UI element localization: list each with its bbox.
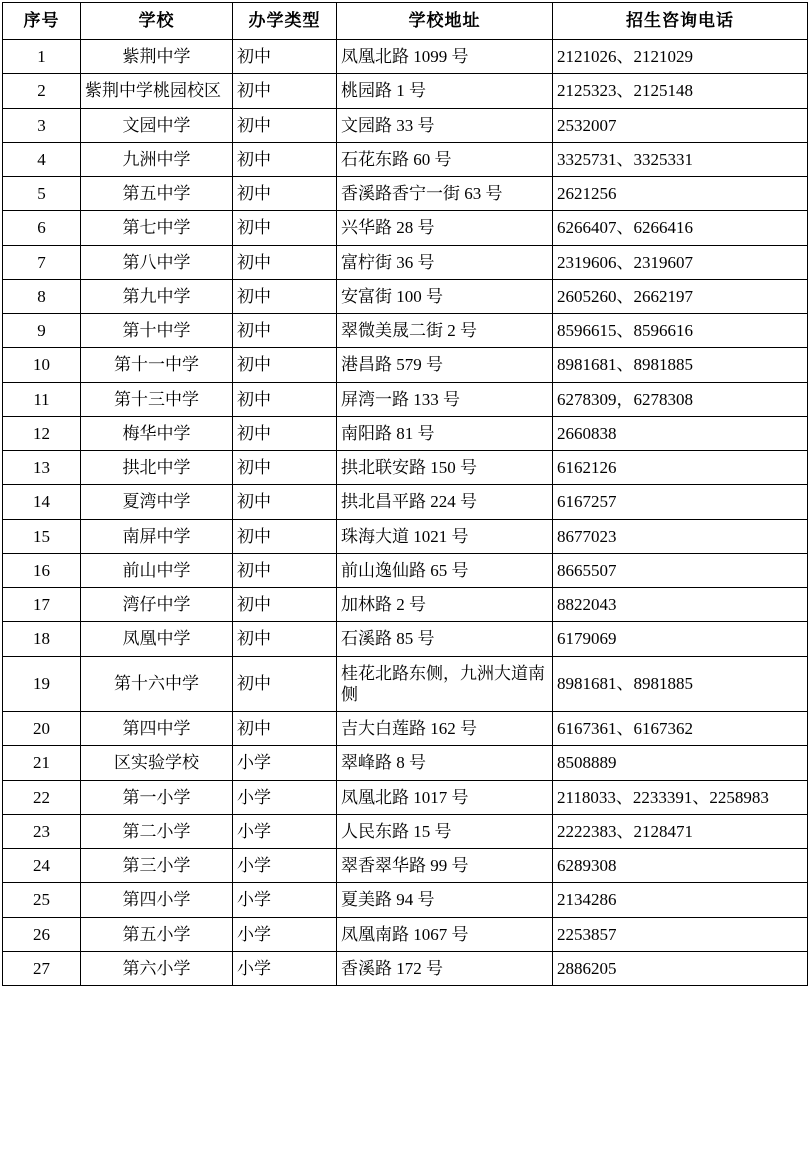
cell-phone: 3325731、3325331 — [553, 142, 808, 176]
cell-address: 翠峰路 8 号 — [337, 746, 553, 780]
table-row — [3, 74, 808, 108]
cell-index: 19 — [3, 656, 81, 712]
table-row — [3, 314, 808, 348]
cell-school: 第一小学 — [81, 780, 233, 814]
cell-school: 第六小学 — [81, 951, 233, 985]
table-row — [3, 245, 808, 279]
cell-address: 石花东路 60 号 — [337, 142, 553, 176]
cell-index: 20 — [3, 712, 81, 746]
cell-index: 2 — [3, 74, 81, 108]
cell-school: 拱北中学 — [81, 451, 233, 485]
cell-address: 吉大白莲路 162 号 — [337, 712, 553, 746]
cell-phone: 6167361、6167362 — [553, 712, 808, 746]
cell-school: 第十中学 — [81, 314, 233, 348]
document-sheet — [0, 2, 809, 986]
cell-phone: 2125323、2125148 — [553, 74, 808, 108]
cell-phone: 2886205 — [553, 951, 808, 985]
cell-school: 前山中学 — [81, 553, 233, 587]
cell-type: 小学 — [233, 951, 337, 985]
cell-type: 小学 — [233, 746, 337, 780]
cell-phone: 2134286 — [553, 883, 808, 917]
cell-phone: 8508889 — [553, 746, 808, 780]
table-row — [3, 656, 808, 712]
cell-school: 紫荆中学桃园校区 — [81, 74, 233, 108]
cell-phone: 8665507 — [553, 553, 808, 587]
cell-type: 初中 — [233, 519, 337, 553]
cell-type: 初中 — [233, 656, 337, 712]
table-row — [3, 211, 808, 245]
cell-index: 12 — [3, 416, 81, 450]
table-row — [3, 142, 808, 176]
cell-type: 初中 — [233, 74, 337, 108]
cell-type: 初中 — [233, 451, 337, 485]
table-header — [3, 3, 808, 40]
table-row — [3, 712, 808, 746]
cell-phone: 2660838 — [553, 416, 808, 450]
cell-type: 初中 — [233, 279, 337, 313]
cell-school: 第十一中学 — [81, 348, 233, 382]
cell-phone: 8596615、8596616 — [553, 314, 808, 348]
cell-address: 香溪路 172 号 — [337, 951, 553, 985]
table-row — [3, 382, 808, 416]
column-header-type: 办学类型 — [233, 3, 337, 40]
cell-address: 兴华路 28 号 — [337, 211, 553, 245]
table-row — [3, 588, 808, 622]
cell-index: 23 — [3, 814, 81, 848]
cell-address: 香溪路香宁一街 63 号 — [337, 177, 553, 211]
cell-type: 小学 — [233, 849, 337, 883]
cell-school: 第十三中学 — [81, 382, 233, 416]
cell-index: 15 — [3, 519, 81, 553]
cell-type: 小学 — [233, 883, 337, 917]
cell-address: 文园路 33 号 — [337, 108, 553, 142]
cell-address: 翠微美晟二街 2 号 — [337, 314, 553, 348]
cell-index: 17 — [3, 588, 81, 622]
table-body — [3, 40, 808, 986]
cell-index: 25 — [3, 883, 81, 917]
cell-school: 区实验学校 — [81, 746, 233, 780]
cell-index: 10 — [3, 348, 81, 382]
cell-school: 第八中学 — [81, 245, 233, 279]
cell-type: 初中 — [233, 177, 337, 211]
table-row — [3, 416, 808, 450]
cell-school: 第四中学 — [81, 712, 233, 746]
cell-address: 拱北联安路 150 号 — [337, 451, 553, 485]
column-header-index: 序号 — [3, 3, 81, 40]
table-row — [3, 177, 808, 211]
cell-phone: 2253857 — [553, 917, 808, 951]
cell-index: 18 — [3, 622, 81, 656]
cell-phone: 2621256 — [553, 177, 808, 211]
table-row — [3, 40, 808, 74]
cell-address: 加林路 2 号 — [337, 588, 553, 622]
cell-phone: 6179069 — [553, 622, 808, 656]
table-row — [3, 814, 808, 848]
cell-school: 凤凰中学 — [81, 622, 233, 656]
cell-type: 初中 — [233, 382, 337, 416]
cell-index: 8 — [3, 279, 81, 313]
table-row — [3, 279, 808, 313]
cell-address: 拱北昌平路 224 号 — [337, 485, 553, 519]
cell-index: 4 — [3, 142, 81, 176]
cell-address: 石溪路 85 号 — [337, 622, 553, 656]
cell-index: 24 — [3, 849, 81, 883]
cell-school: 第十六中学 — [81, 656, 233, 712]
cell-type: 小学 — [233, 917, 337, 951]
column-header-phone: 招生咨询电话 — [553, 3, 808, 40]
cell-school: 第九中学 — [81, 279, 233, 313]
cell-type: 初中 — [233, 108, 337, 142]
cell-phone: 2222383、2128471 — [553, 814, 808, 848]
cell-type: 初中 — [233, 553, 337, 587]
cell-school: 文园中学 — [81, 108, 233, 142]
table-row — [3, 348, 808, 382]
cell-address: 南阳路 81 号 — [337, 416, 553, 450]
column-header-address: 学校地址 — [337, 3, 553, 40]
table-row — [3, 780, 808, 814]
cell-index: 7 — [3, 245, 81, 279]
cell-address: 港昌路 579 号 — [337, 348, 553, 382]
table-row — [3, 485, 808, 519]
cell-type: 初中 — [233, 712, 337, 746]
cell-type: 初中 — [233, 622, 337, 656]
cell-type: 初中 — [233, 142, 337, 176]
cell-type: 小学 — [233, 814, 337, 848]
cell-type: 初中 — [233, 40, 337, 74]
cell-school: 第二小学 — [81, 814, 233, 848]
cell-phone: 6266407、6266416 — [553, 211, 808, 245]
cell-index: 5 — [3, 177, 81, 211]
table-row — [3, 917, 808, 951]
cell-phone: 2319606、2319607 — [553, 245, 808, 279]
cell-index: 26 — [3, 917, 81, 951]
cell-school: 紫荆中学 — [81, 40, 233, 74]
cell-address: 人民东路 15 号 — [337, 814, 553, 848]
cell-address: 珠海大道 1021 号 — [337, 519, 553, 553]
cell-address: 夏美路 94 号 — [337, 883, 553, 917]
cell-phone: 6167257 — [553, 485, 808, 519]
table-row — [3, 883, 808, 917]
cell-index: 16 — [3, 553, 81, 587]
cell-index: 3 — [3, 108, 81, 142]
cell-index: 21 — [3, 746, 81, 780]
table-row — [3, 553, 808, 587]
cell-index: 27 — [3, 951, 81, 985]
cell-index: 1 — [3, 40, 81, 74]
cell-address: 凤凰北路 1017 号 — [337, 780, 553, 814]
table-row — [3, 849, 808, 883]
cell-index: 14 — [3, 485, 81, 519]
cell-address: 安富街 100 号 — [337, 279, 553, 313]
cell-address: 翠香翠华路 99 号 — [337, 849, 553, 883]
table-row — [3, 108, 808, 142]
cell-phone: 8822043 — [553, 588, 808, 622]
cell-school: 第七中学 — [81, 211, 233, 245]
cell-school: 第五中学 — [81, 177, 233, 211]
cell-school: 第三小学 — [81, 849, 233, 883]
cell-school: 第五小学 — [81, 917, 233, 951]
cell-school: 梅华中学 — [81, 416, 233, 450]
cell-address: 桃园路 1 号 — [337, 74, 553, 108]
table-row — [3, 622, 808, 656]
cell-address: 前山逸仙路 65 号 — [337, 553, 553, 587]
column-header-school: 学校 — [81, 3, 233, 40]
cell-type: 初中 — [233, 348, 337, 382]
cell-school: 第四小学 — [81, 883, 233, 917]
cell-address: 屏湾一路 133 号 — [337, 382, 553, 416]
cell-phone: 6289308 — [553, 849, 808, 883]
cell-type: 小学 — [233, 780, 337, 814]
cell-school: 南屏中学 — [81, 519, 233, 553]
cell-type: 初中 — [233, 416, 337, 450]
cell-type: 初中 — [233, 314, 337, 348]
cell-type: 初中 — [233, 211, 337, 245]
cell-phone: 8981681、8981885 — [553, 656, 808, 712]
cell-type: 初中 — [233, 485, 337, 519]
cell-index: 9 — [3, 314, 81, 348]
cell-address: 凤凰北路 1099 号 — [337, 40, 553, 74]
cell-index: 22 — [3, 780, 81, 814]
cell-phone: 8981681、8981885 — [553, 348, 808, 382]
cell-phone: 2605260、2662197 — [553, 279, 808, 313]
cell-school: 九洲中学 — [81, 142, 233, 176]
cell-index: 11 — [3, 382, 81, 416]
school-enrollment-table — [2, 2, 808, 986]
cell-index: 13 — [3, 451, 81, 485]
table-row — [3, 951, 808, 985]
cell-phone: 2121026、2121029 — [553, 40, 808, 74]
table-row — [3, 519, 808, 553]
table-row — [3, 746, 808, 780]
cell-index: 6 — [3, 211, 81, 245]
cell-phone: 2118033、2233391、2258983 — [553, 780, 808, 814]
cell-type: 初中 — [233, 245, 337, 279]
cell-phone: 8677023 — [553, 519, 808, 553]
cell-phone: 6278309，6278308 — [553, 382, 808, 416]
cell-type: 初中 — [233, 588, 337, 622]
cell-address: 凤凰南路 1067 号 — [337, 917, 553, 951]
cell-address: 桂花北路东侧，九洲大道南侧 — [337, 656, 553, 712]
cell-phone: 6162126 — [553, 451, 808, 485]
table-header-row — [3, 3, 808, 40]
cell-phone: 2532007 — [553, 108, 808, 142]
cell-school: 湾仔中学 — [81, 588, 233, 622]
table-row — [3, 451, 808, 485]
cell-address: 富柠街 36 号 — [337, 245, 553, 279]
cell-school: 夏湾中学 — [81, 485, 233, 519]
